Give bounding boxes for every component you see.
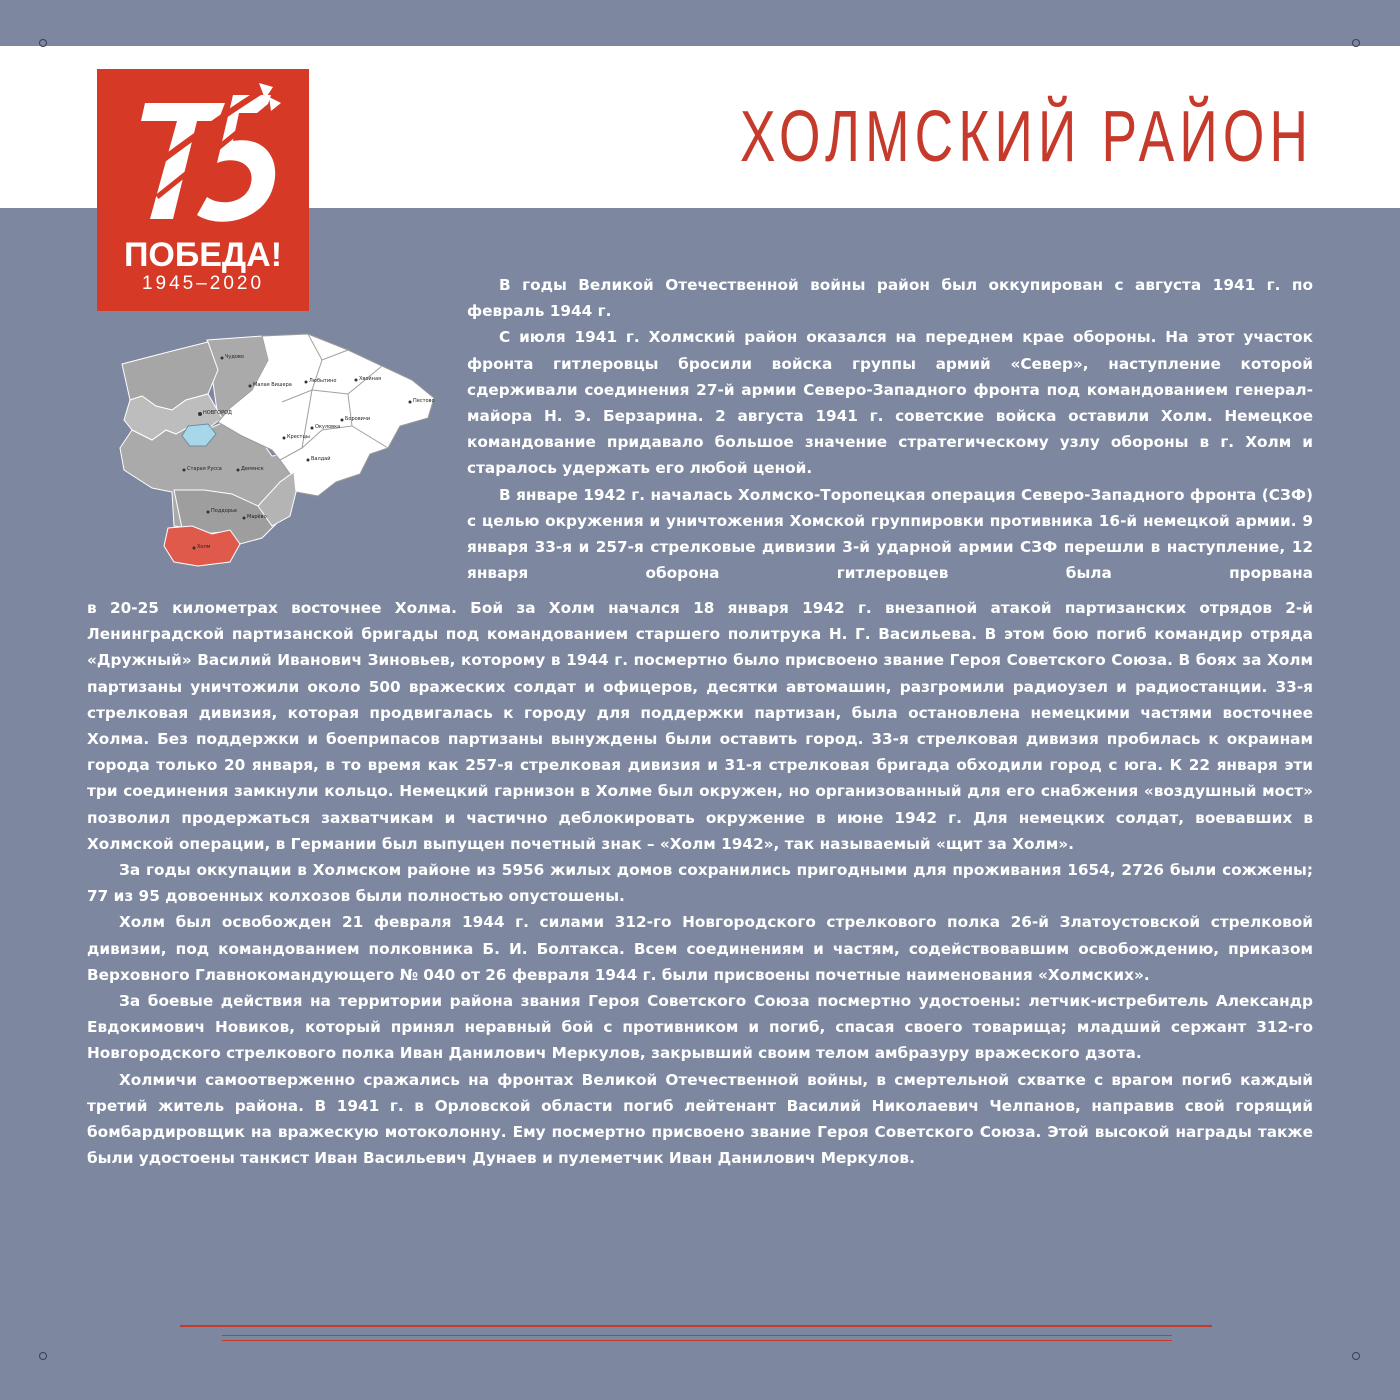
paragraph: Холмичи самоотверженно сражались на фронтах Великой Отечественной войны, в смертельной схватке с врагом погиб каждый третий житель района. В 1941 г. в Орловской области погиб лейтенант Василий Николаевич Челпанов, направив свой горящий бомбардировщик на вражескую мотоколонну. Ему посмертно присвоено звание Героя Советского Союза. Этой высокой награды также были удостоены танкист Иван Васильевич Дунаев и пулеметчик Иван Данилович Меркулов. [87, 1070, 1313, 1168]
paragraph-continuation: в 20-25 километрах восточнее Холма. Бой за Холм начался 18 января 1942 г. внезапной атакой партизанских отрядов 2-й Ленинградской партизанской бригады под командованием старшего политрука Н. Г. Васильева. В этом бою погиб командир отряда «Дружный» Василий Иванович Зиновьев, которому в 1944 г. посмертно было присвоено звание Героя Советского Союза. В боях за Холм партизаны уничтожили около 500 вражеских солдат и офицеров, десятки автомашин, разгромили радиоузел и радиостанции. 33-я стрелковая дивизия, которая продвигалась к городу для поддержки партизан, была остановлена немецкими частями восточнее Холма. Без поддержки и боеприпасов партизаны вынуждены были оставить город. 33-я стрелковая дивизия пробилась к окраинам города только 20 января, в то время как 257-я стрелковая дивизия и 31-я стрелковая бригада обходили город с юга. К 22 января эти три соединения замкнули кольцо. Немецкий гарнизон в Холме был окружен, но организованный для его снабжения «воздушный мост» позволил продержаться захватчикам и частично деблокировать окружение в июне 1942 г. Для немецких солдат, воевавших в Холмской операции, в Германии был выпущен почетный знак – «Холм 1942», так называемый «щит за Холм». [87, 599, 1313, 853]
svg-text:Демянск: Демянск [241, 466, 264, 472]
paragraph: За годы оккупации в Холмском районе из 5956 жилых домов сохранились пригодными для проживания 1654, 2726 были сожжены; 77 из 95 довоенных колхозов были полностью опустошены. [87, 861, 1313, 906]
victory-75-logo [97, 69, 309, 311]
intro-text-column [467, 272, 1313, 586]
svg-text:Холм: Холм [197, 544, 211, 550]
svg-text:НОВГОРОД: НОВГОРОД [203, 410, 232, 416]
svg-text:Крестцы: Крестцы [287, 434, 310, 440]
region-map [112, 330, 438, 572]
rivet-bottom-left [39, 1352, 47, 1360]
page-title: ХОЛМСКИЙ РАЙОН [740, 97, 1314, 177]
svg-text:Чудово: Чудово [225, 354, 244, 360]
paragraph: В годы Великой Отечественной войны район был оккупирован с августа 1941 г. по февраль 1944 г. [467, 276, 1313, 321]
rivet-bottom-right [1352, 1352, 1360, 1360]
logo-word: ПОБЕДА! [123, 236, 283, 274]
svg-text:Марёво: Марёво [247, 514, 267, 520]
svg-text:Старая Русса: Старая Русса [187, 466, 222, 472]
svg-text:Валдай: Валдай [311, 456, 331, 462]
svg-text:Боровичи: Боровичи [345, 416, 371, 422]
svg-text:Любытино: Любытино [309, 378, 337, 384]
paragraph: Холм был освобожден 21 февраля 1944 г. силами 312-го Новгородского стрелкового полка 26-й Златоустовской стрелковой дивизии, под командованием полковника Б. И. Болтакса. Всем соединениям и частям, содействовавшим освобождению, приказом Верховного Главнокомандующего № 040 от 26 февраля 1944 г. были присвоены почетные наименования «Холмских». [87, 913, 1313, 984]
novgorod-region-map-icon [112, 330, 438, 572]
footer-rule-thin [222, 1335, 1172, 1336]
svg-text:Поддорье: Поддорье [211, 508, 237, 514]
paragraph: С июля 1941 г. Холмский район оказался на переднем крае обороны. На этот участок фронта гитлеровцы бросили войска группы армий «Север», наступление которой сдерживали соединения 27-й армии Северо-Западного фронта под командованием генерал-майора Н. Э. Берзарина. 2 августа 1941 г. советские войска оставили Холм. Немецкое командование придавало большое значение стратегическому узлу обороны в г. Холм и старалось удержать его любой ценой. [467, 328, 1313, 478]
svg-text:Хвойная: Хвойная [359, 376, 382, 382]
svg-text:Пестово: Пестово [413, 398, 435, 404]
footer-rule-thin [222, 1340, 1172, 1341]
rivet-top-right [1352, 39, 1360, 47]
victory-75-emblem-icon [97, 69, 309, 239]
paragraph: За боевые действия на территории района звания Героя Советского Союза посмертно удостоены: летчик-истребитель Александр Евдокимович Новиков, который принял неравный бой с противником и погиб, спасая своего товарища; младший сержант 312-го Новгородского стрелкового полка Иван Данилович Меркулов, закрывший своим телом амбразуру вражеского дзота. [87, 992, 1313, 1063]
logo-years: 1945–2020 [141, 273, 265, 294]
rivet-top-left [39, 39, 47, 47]
svg-text:Малая Вишера: Малая Вишера [253, 382, 292, 388]
main-text-column [87, 595, 1313, 1171]
paragraph: В январе 1942 г. началась Холмско-Торопецкая операция Северо-Западного фронта (СЗФ) с целью окружения и уничтожения Хомской группировки противника 16-й немецкой армии. 9 января 33-я и 257-я стрелковые дивизии 3-й ударной армии СЗФ перешли в наступление, 12 января оборона гитлеровцев была прорвана [467, 485, 1313, 583]
footer-rule [180, 1325, 1212, 1327]
svg-text:Окуловка: Окуловка [315, 424, 341, 430]
